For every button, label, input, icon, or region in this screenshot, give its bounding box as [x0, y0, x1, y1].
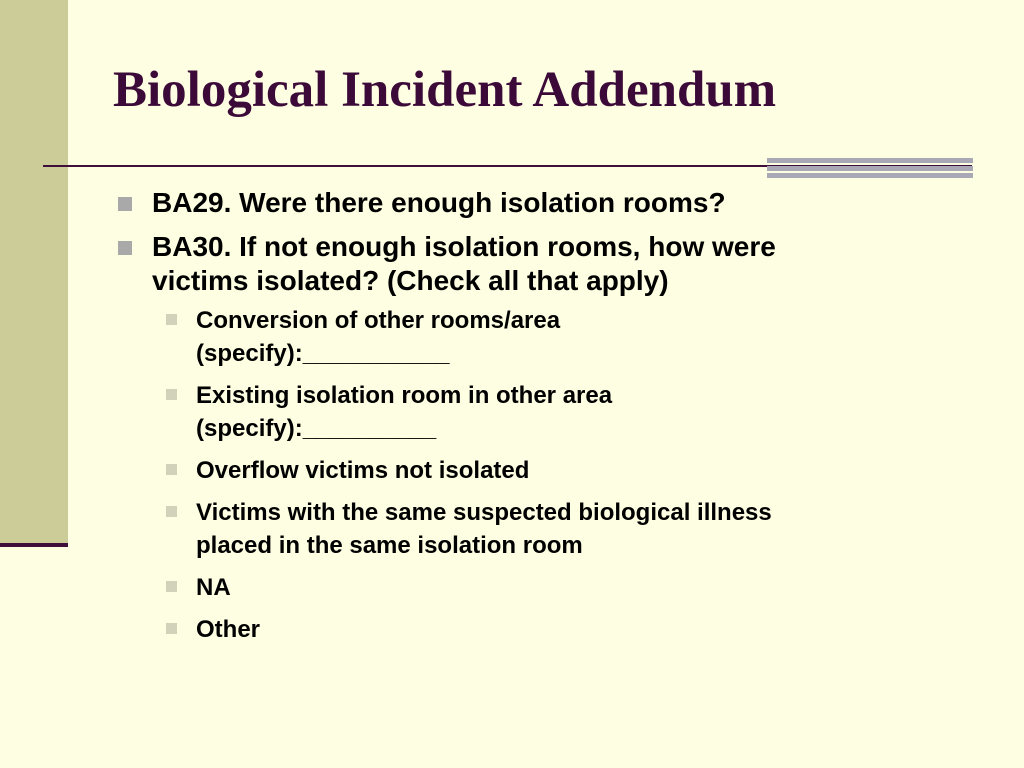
square-bullet-icon	[166, 314, 177, 325]
sub-bullet-text: (specify):__________	[196, 415, 437, 442]
bullet-text: BA29. Were there enough isolation rooms?	[152, 187, 726, 218]
square-bullet-icon	[166, 464, 177, 475]
slide-title: Biological Incident Addendum	[113, 62, 777, 118]
sub-bullet-text: Existing isolation room in other area	[196, 382, 613, 409]
sub-bullet-overflow	[164, 454, 998, 487]
sub-bullet-list	[118, 304, 998, 646]
square-bullet-icon	[166, 581, 177, 592]
sub-bullet-text: placed in the same isolation room	[196, 532, 583, 559]
bullet-text: victims isolated? (Check all that apply)	[152, 265, 669, 296]
sub-bullet-same-illness	[164, 496, 998, 562]
left-decorative-band	[0, 0, 68, 544]
sub-bullet-text: Overflow victims not isolated	[196, 457, 530, 484]
sub-bullet-text: (specify):___________	[196, 340, 450, 367]
square-bullet-icon	[118, 197, 132, 211]
bullet-text: BA30. If not enough isolation rooms, how were	[152, 231, 776, 262]
bullet-item-ba30	[118, 230, 998, 298]
accent-bar	[767, 166, 973, 171]
sub-bullet-na	[164, 571, 998, 604]
bullet-item-ba29	[118, 186, 998, 220]
accent-bar	[767, 158, 973, 163]
sub-bullet-conversion	[164, 304, 998, 370]
sub-bullet-existing-room	[164, 379, 998, 445]
sub-bullet-text: NA	[196, 574, 231, 601]
accent-bar	[767, 173, 973, 178]
slide-body	[118, 186, 998, 655]
sub-bullet-text: Victims with the same suspected biological illness	[196, 499, 772, 526]
square-bullet-icon	[166, 623, 177, 634]
square-bullet-icon	[166, 506, 177, 517]
square-bullet-icon	[166, 389, 177, 400]
sub-bullet-text: Other	[196, 616, 261, 643]
title-divider-accent	[767, 158, 973, 179]
square-bullet-icon	[118, 241, 132, 255]
left-band-rule	[0, 543, 68, 547]
sub-bullet-text: Conversion of other rooms/area	[196, 307, 561, 334]
sub-bullet-other	[164, 613, 998, 646]
